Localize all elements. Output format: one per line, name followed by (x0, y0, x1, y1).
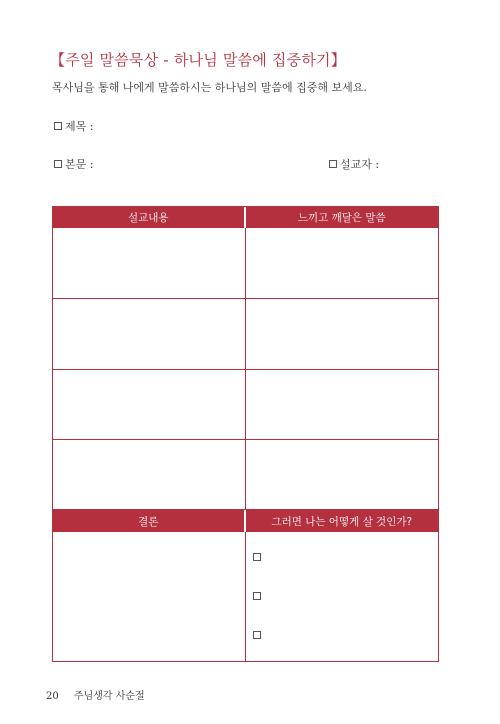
sermon-notes-table (52, 206, 439, 510)
realization-cell[interactable] (246, 298, 439, 368)
sermon-content-cell[interactable] (53, 298, 246, 368)
realization-cell[interactable] (246, 369, 439, 439)
title-field (54, 118, 93, 134)
realization-cell[interactable] (246, 439, 439, 509)
preacher-label: 설교자 : (340, 158, 380, 171)
preacher-field (329, 156, 379, 172)
scripture-label: 본문 : (65, 158, 94, 171)
page-title: 【주일 말씀묵상 - 하나님 말씀에 집중하기】 (50, 51, 346, 69)
realization-cell[interactable] (246, 228, 439, 298)
application-cell[interactable] (246, 532, 439, 661)
checkbox-icon[interactable] (253, 553, 261, 561)
sermon-content-header: 설교내용 (53, 207, 246, 228)
checkbox-icon (54, 160, 62, 168)
page-footer (46, 687, 145, 702)
checkbox-icon (54, 122, 62, 130)
sermon-content-cell[interactable] (53, 439, 246, 509)
book-title: 주님생각 사순절 (73, 691, 145, 702)
conclusion-table (52, 509, 439, 662)
application-header: 그러면 나는 어떻게 살 것인가? (246, 510, 439, 532)
title-label: 제목 : (65, 120, 94, 133)
scripture-field (54, 156, 93, 172)
conclusion-header: 결론 (53, 510, 246, 532)
checkbox-icon (329, 160, 337, 168)
checkbox-icon[interactable] (253, 631, 261, 639)
realization-header: 느끼고 깨달은 말씀 (246, 207, 439, 228)
sermon-content-cell[interactable] (53, 228, 246, 298)
conclusion-cell[interactable] (53, 532, 246, 661)
sermon-content-cell[interactable] (53, 369, 246, 439)
page-number: 20 (46, 691, 59, 702)
checkbox-icon[interactable] (253, 592, 261, 600)
page-subtitle: 목사님을 통해 나에게 말씀하시는 하나님의 말씀에 집중해 보세요. (52, 81, 367, 94)
